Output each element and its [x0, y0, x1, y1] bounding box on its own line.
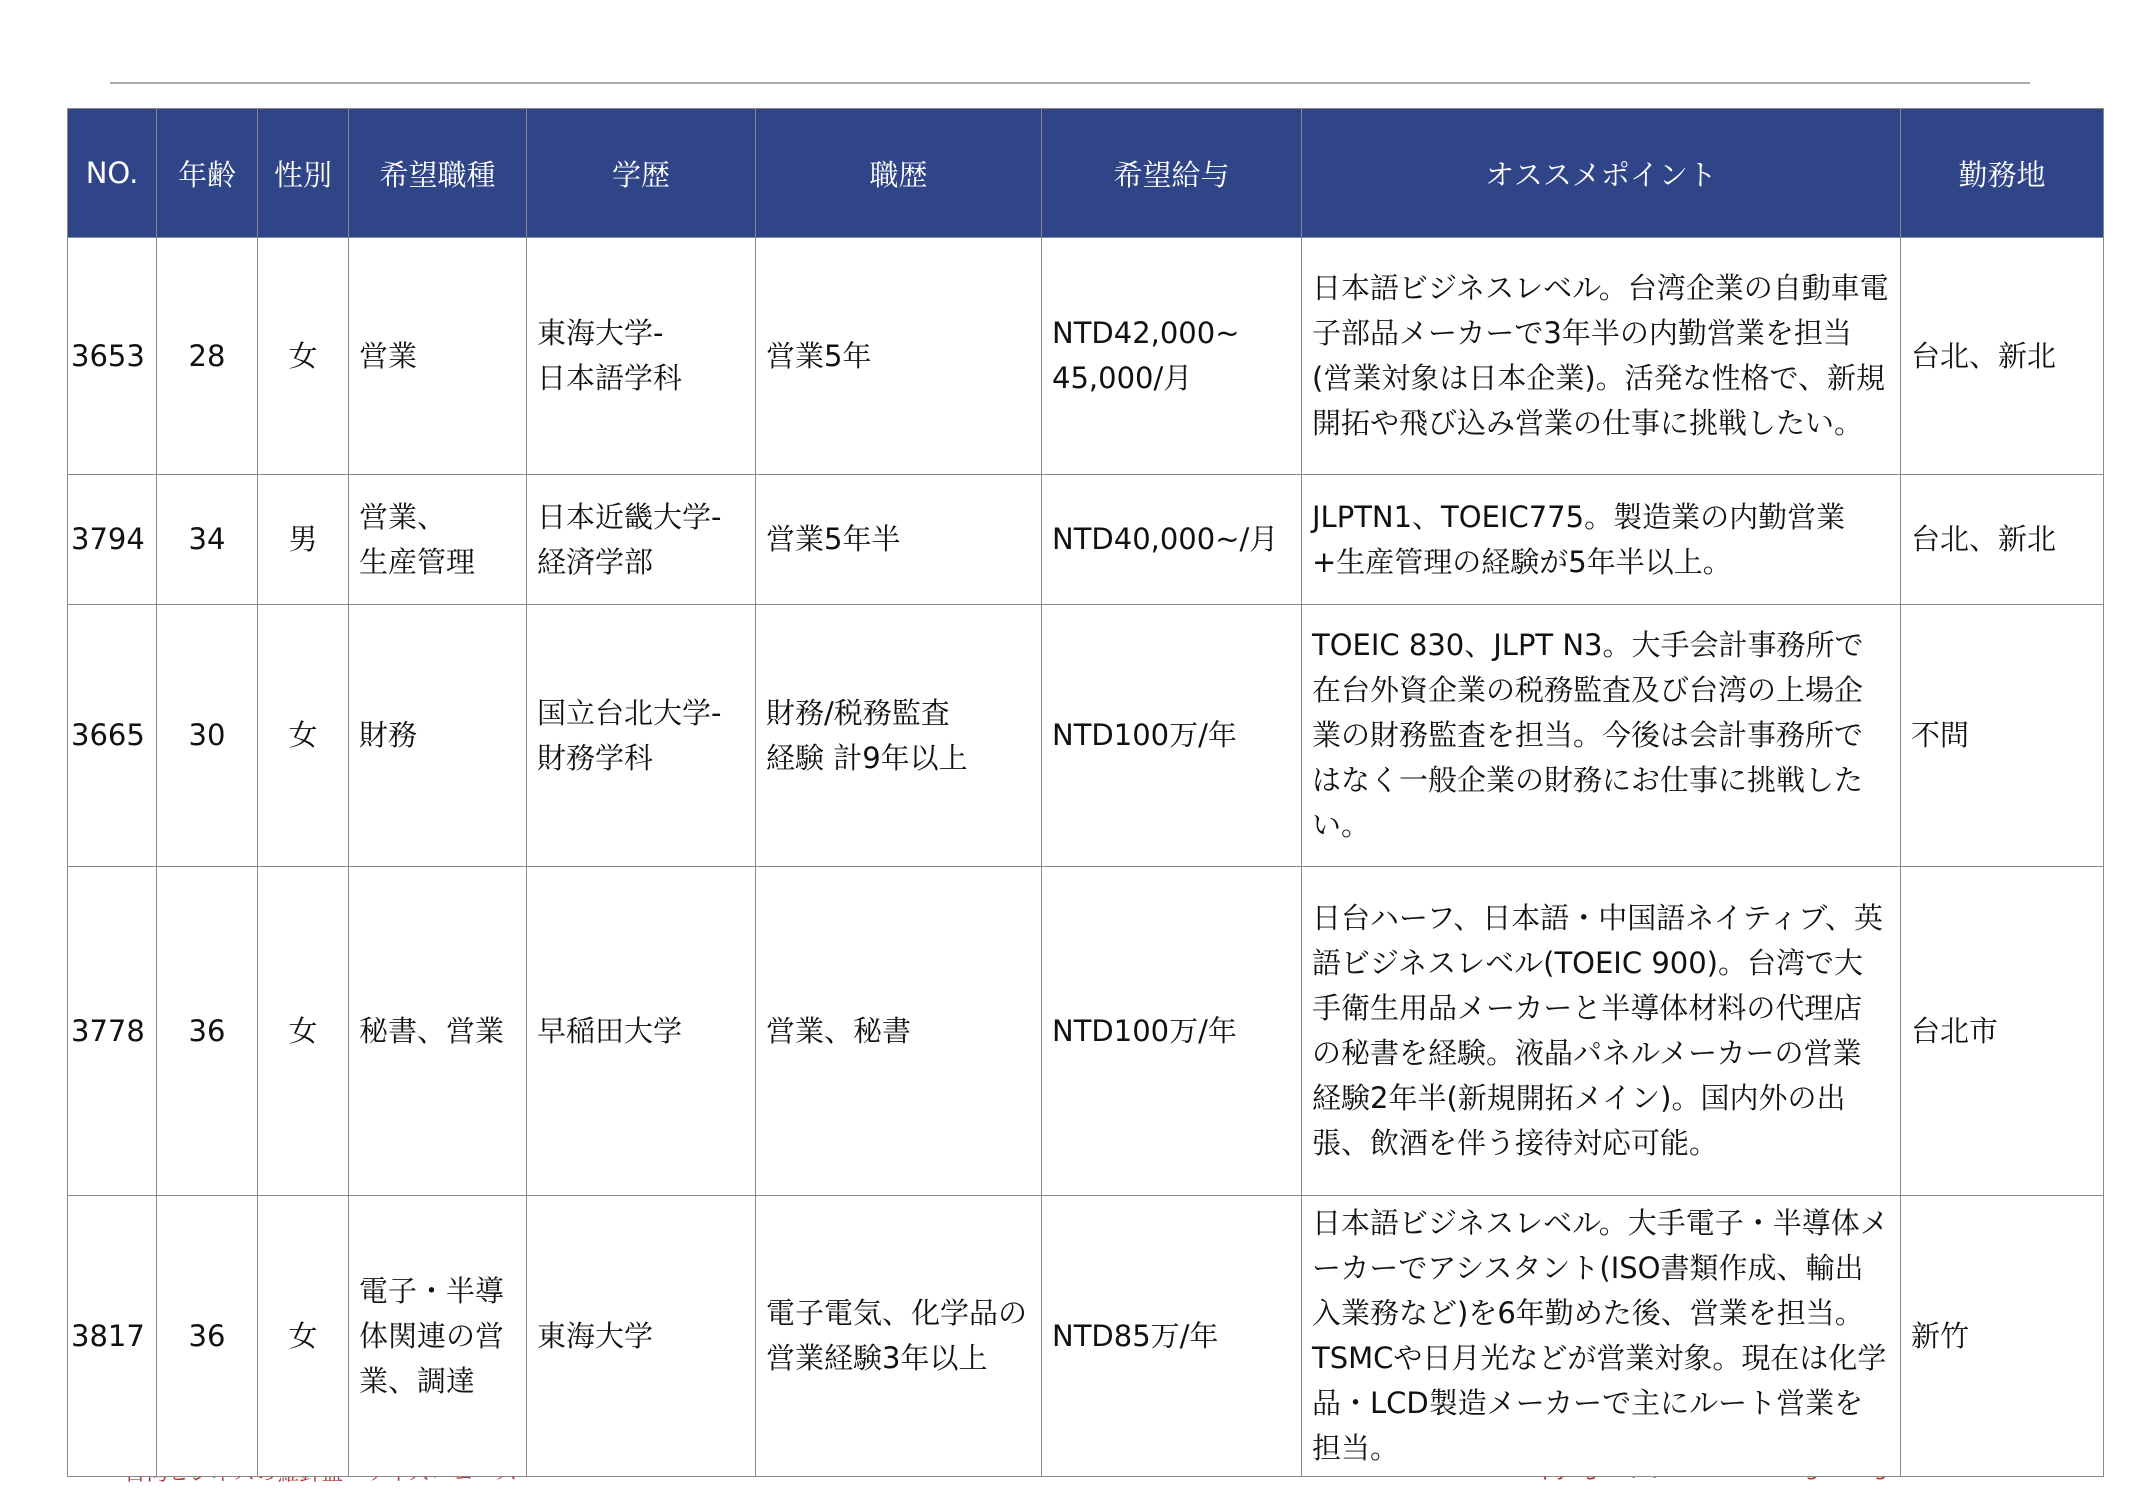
cell-no: 3665: [68, 605, 157, 867]
cell-salary: NTD42,000~ 45,000/月: [1042, 238, 1302, 475]
cell-education: 国立台北大学- 財務学科: [527, 605, 756, 867]
cell-no: 3794: [68, 475, 157, 605]
cell-no: 3817: [68, 1196, 157, 1477]
table-row: [68, 475, 2104, 605]
table-row: [68, 238, 2104, 475]
table-row: [68, 605, 2104, 867]
cell-job: 営業、 生産管理: [349, 475, 527, 605]
cell-age: 34: [157, 475, 258, 605]
cell-age: 28: [157, 238, 258, 475]
cell-job: 秘書、営業: [349, 867, 527, 1196]
header-career: 職歴: [756, 109, 1042, 238]
cell-points: JLPTN1、TOEIC775。製造業の内勤営業+生産管理の経験が5年半以上。: [1302, 475, 1901, 605]
cell-job: 営業: [349, 238, 527, 475]
cell-age: 36: [157, 1196, 258, 1477]
cell-salary: NTD100万/年: [1042, 867, 1302, 1196]
cell-location: 台北市: [1901, 867, 2104, 1196]
cell-gender: 女: [258, 1196, 349, 1477]
header-age: 年齢: [157, 109, 258, 238]
cell-career: 営業5年: [756, 238, 1042, 475]
cell-no: 3778: [68, 867, 157, 1196]
cell-gender: 男: [258, 475, 349, 605]
table-row: [68, 867, 2104, 1196]
cell-age: 36: [157, 867, 258, 1196]
candidate-table: [67, 108, 2104, 1477]
cell-location: 台北、新北: [1901, 238, 2104, 475]
cell-education: 東海大学: [527, 1196, 756, 1477]
header-education: 学歴: [527, 109, 756, 238]
cell-education: 日本近畿大学- 経済学部: [527, 475, 756, 605]
cell-job: 電子・半導体関連の営業、調達: [349, 1196, 527, 1477]
cell-career: 営業5年半: [756, 475, 1042, 605]
cell-location: 台北、新北: [1901, 475, 2104, 605]
cell-points: 日本語ビジネスレベル。台湾企業の自動車電子部品メーカーで3年半の内勤営業を担当(営業対象は日本企業)。活発な性格で、新規開拓や飛び込み営業の仕事に挑戦したい。: [1302, 238, 1901, 475]
cell-points: 日台ハーフ、日本語・中国語ネイティブ、英語ビジネスレベル(TOEIC 900)。台湾で大手衛生用品メーカーと半導体材料の代理店の秘書を経験。液晶パネルメーカーの営業経験2年半(新規開拓メイン)。国内外の出張、飲酒を伴う接待対応可能。: [1302, 867, 1901, 1196]
header-salary: 希望給与: [1042, 109, 1302, 238]
cell-no: 3653: [68, 238, 157, 475]
header-row: [68, 109, 2104, 238]
cell-location: 新竹: [1901, 1196, 2104, 1477]
cell-salary: NTD100万/年: [1042, 605, 1302, 867]
header-points: オススメポイント: [1302, 109, 1901, 238]
top-rule: [110, 82, 2030, 84]
cell-gender: 女: [258, 238, 349, 475]
header-no: NO.: [68, 109, 157, 238]
cell-points: TOEIC 830、JLPT N3。大手会計事務所で在台外資企業の税務監査及び台湾の上場企業の財務監査を担当。今後は会計事務所ではなく一般企業の財務にお仕事に挑戦したい。: [1302, 605, 1901, 867]
cell-education: 早稲田大学: [527, 867, 756, 1196]
table-row: [68, 1196, 2104, 1477]
cell-career: 電子電気、化学品の営業経験3年以上: [756, 1196, 1042, 1477]
cell-age: 30: [157, 605, 258, 867]
header-gender: 性別: [258, 109, 349, 238]
cell-location: 不問: [1901, 605, 2104, 867]
cell-gender: 女: [258, 867, 349, 1196]
cell-salary: NTD40,000~/月: [1042, 475, 1302, 605]
cell-education: 東海大学- 日本語学科: [527, 238, 756, 475]
cell-gender: 女: [258, 605, 349, 867]
cell-points: 日本語ビジネスレベル。大手電子・半導体メーカーでアシスタント(ISO書類作成、輸出入業務など)を6年勤めた後、営業を担当。TSMCや日月光などが営業対象。現在は化学品・LCD製造メーカーで主にルート営業を担当。: [1302, 1196, 1901, 1477]
cell-career: 財務/税務監査 経験 計9年以上: [756, 605, 1042, 867]
header-job: 希望職種: [349, 109, 527, 238]
cell-career: 営業、秘書: [756, 867, 1042, 1196]
header-location: 勤務地: [1901, 109, 2104, 238]
cell-salary: NTD85万/年: [1042, 1196, 1302, 1477]
cell-job: 財務: [349, 605, 527, 867]
